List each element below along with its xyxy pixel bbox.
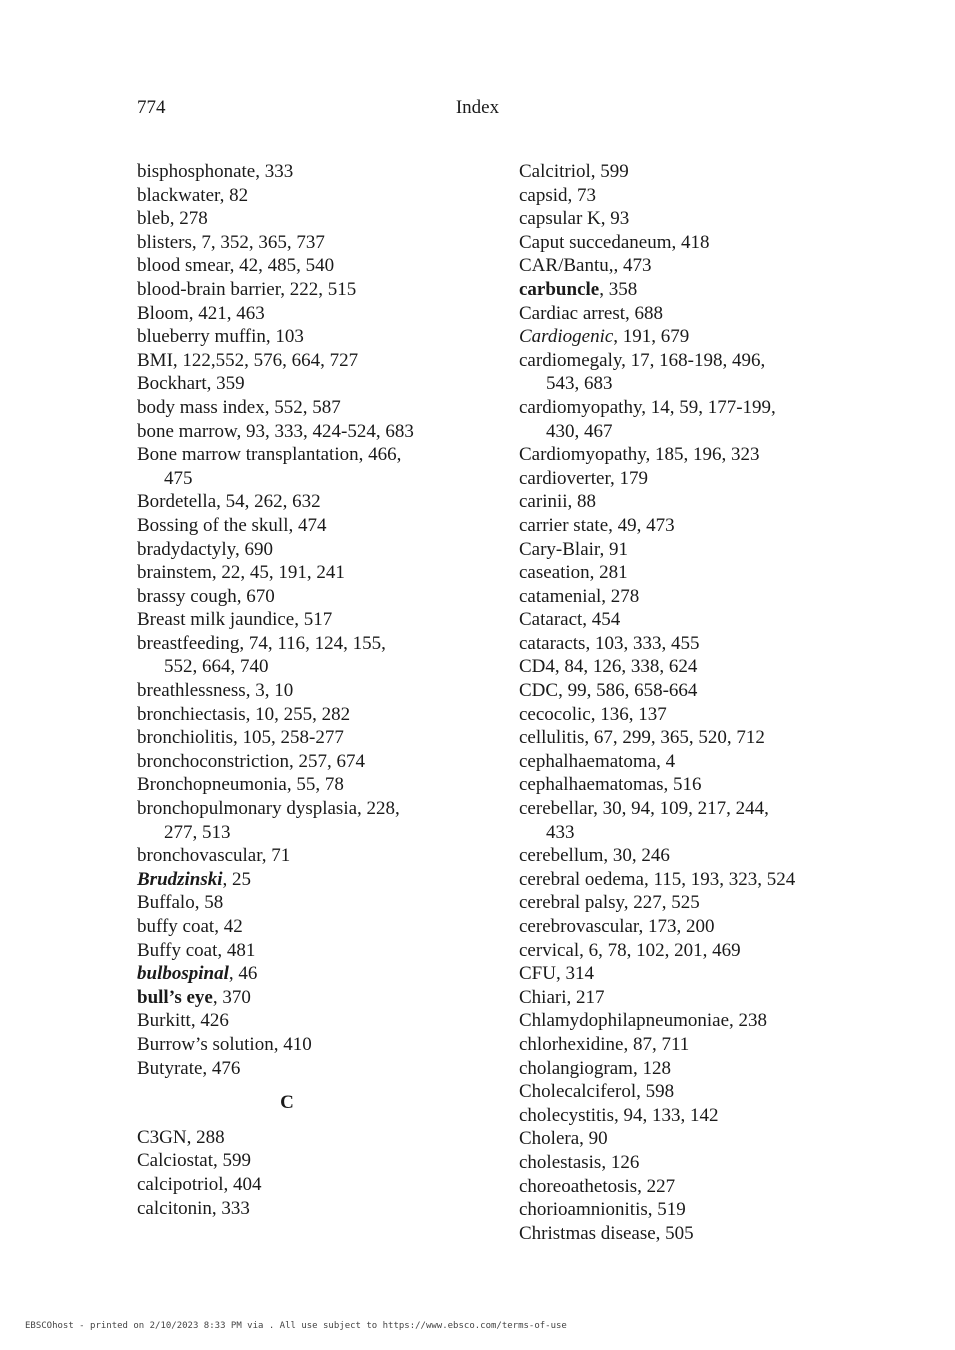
- index-entry: caseation, 281: [519, 562, 628, 584]
- index-entry: body mass index, 552, 587: [137, 396, 341, 418]
- index-entry: Cardiomyopathy, 185, 196, 323: [519, 444, 760, 466]
- index-entry: bone marrow, 93, 333, 424-524, 683: [137, 420, 414, 442]
- index-entry: CAR/Bantu,, 473: [519, 255, 652, 277]
- index-entry: cardiomegaly, 17, 168-198, 496, 543, 683: [519, 349, 766, 395]
- index-entries-c-continued: [519, 160, 919, 1245]
- index-entry: Chiari, 217: [519, 986, 605, 1008]
- index-entry: Bone marrow transplantation, 466, 475: [137, 444, 402, 489]
- index-entry: breastfeeding, 74, 116, 124, 155, 552, 664, 740: [137, 632, 386, 678]
- index-entry: cerebral oedema, 115, 193, 323, 524: [519, 868, 796, 890]
- index-entry: Bronchopneumonia, 55, 78: [137, 774, 344, 796]
- index-entry: cerebrovascular, 173, 200: [519, 916, 715, 937]
- index-term: Brudzinski: [137, 868, 223, 890]
- index-entry: cerebral palsy, 227, 525: [519, 892, 700, 914]
- index-entry: bisphosphonate, 333: [137, 161, 294, 182]
- index-entry: calcitonin, 333: [137, 1197, 250, 1219]
- index-entries-c: [137, 1126, 497, 1220]
- index-entry: cecocolic, 136, 137: [519, 703, 667, 725]
- index-entry: bradydactyly, 690: [137, 538, 273, 560]
- index-entry: cephalhaematomas, 516: [519, 774, 702, 796]
- index-column-left: [137, 160, 497, 1220]
- index-entry: cephalhaematoma, 4: [519, 750, 676, 772]
- index-entry: Cataract, 454: [519, 609, 621, 631]
- index-entry: Calciostat, 599: [137, 1150, 251, 1172]
- index-entry: bronchovascular, 71: [137, 845, 291, 867]
- index-entry: cerebellum, 30, 246: [519, 845, 670, 867]
- index-column-right: [519, 160, 919, 1245]
- index-entry: carbuncle, 358: [519, 278, 638, 300]
- index-entry: Christmas disease, 505: [519, 1222, 694, 1244]
- page-number: 774: [137, 97, 166, 118]
- index-entry: CFU, 314: [519, 963, 594, 985]
- index-entry: Buffy coat, 481: [137, 939, 256, 961]
- index-entry: cardioverter, 179: [519, 467, 649, 489]
- index-entry: chlorhexidine, 87, 711: [519, 1033, 690, 1055]
- index-entry: BMI, 122,552, 576, 664, 727: [137, 349, 359, 371]
- index-entry: Calcitriol, 599: [519, 161, 629, 182]
- index-entry: Butyrate, 476: [137, 1057, 241, 1079]
- index-entry: Cholera, 90: [519, 1128, 608, 1150]
- index-entry: Brudzinski, 25: [137, 868, 252, 890]
- index-entry: blackwater, 82: [137, 184, 249, 206]
- index-entry: carrier state, 49, 473: [519, 514, 675, 536]
- index-entry: catamenial, 278: [519, 585, 640, 607]
- index-entry: cholestasis, 126: [519, 1151, 640, 1173]
- index-entry: bronchoconstriction, 257, 674: [137, 750, 365, 772]
- index-entry: carinii, 88: [519, 491, 597, 513]
- index-entry: Cholecalciferol, 598: [519, 1081, 675, 1103]
- index-entry: Caput succedaneum, 418: [519, 231, 710, 253]
- index-entry: cholangiogram, 128: [519, 1057, 671, 1079]
- index-entry: cervical, 6, 78, 102, 201, 469: [519, 939, 741, 961]
- index-entry: Bockhart, 359: [137, 373, 245, 395]
- index-entry: blood smear, 42, 485, 540: [137, 255, 335, 277]
- index-entry: capsular K, 93: [519, 208, 630, 230]
- index-entry: cellulitis, 67, 299, 365, 520, 712: [519, 727, 765, 749]
- index-entry: brainstem, 22, 45, 191, 241: [137, 562, 345, 584]
- index-term: Cardiogenic: [519, 326, 614, 348]
- index-term: carbuncle: [519, 278, 600, 300]
- index-entry: breathlessness, 3, 10: [137, 680, 294, 702]
- index-entry: C3GN, 288: [137, 1126, 225, 1148]
- index-term: bull’s eye: [137, 986, 213, 1008]
- index-entry: bronchiolitis, 105, 258-277: [137, 727, 344, 749]
- index-entry: bronchopulmonary dysplasia, 228, 277, 513: [137, 798, 400, 843]
- index-entry: Burrow’s solution, 410: [137, 1033, 312, 1055]
- index-entry: blisters, 7, 352, 365, 737: [137, 231, 325, 253]
- section-letter: C: [280, 1092, 294, 1114]
- index-entry: Chlamydophilapneumoniae, 238: [519, 1010, 768, 1032]
- index-entry: Buffalo, 58: [137, 892, 224, 914]
- index-entry: Cardiogenic, 191, 679: [519, 326, 690, 348]
- footer-notice: EBSCOhost - printed on 2/10/2023 8:33 PM via . All use subject to https://www.ebsco.com/terms-of-use: [25, 1321, 567, 1331]
- index-entry: cardiomyopathy, 14, 59, 177-199, 430, 467: [519, 396, 776, 442]
- index-entry: Burkitt, 426: [137, 1010, 229, 1032]
- index-entry: cataracts, 103, 333, 455: [519, 632, 700, 654]
- running-head: Index: [455, 97, 500, 118]
- index-entry: chorioamnionitis, 519: [519, 1199, 686, 1221]
- index-term: bulbospinal: [137, 963, 229, 985]
- index-entry: brassy cough, 670: [137, 585, 275, 607]
- index-entry: bronchiectasis, 10, 255, 282: [137, 703, 351, 725]
- index-entry: bulbospinal, 46: [137, 963, 258, 985]
- index-entry: Bossing of the skull, 474: [137, 514, 327, 536]
- index-entry: Bloom, 421, 463: [137, 302, 265, 324]
- index-entry: bleb, 278: [137, 208, 208, 230]
- index-entry: buffy coat, 42: [137, 916, 243, 937]
- index-entry: calcipotriol, 404: [137, 1173, 262, 1195]
- index-entry: cholecystitis, 94, 133, 142: [519, 1104, 719, 1126]
- index-entry: CD4, 84, 126, 338, 624: [519, 656, 698, 678]
- index-entry: bull’s eye, 370: [137, 986, 251, 1008]
- index-entry: blueberry muffin, 103: [137, 326, 304, 348]
- index-entries-b: [137, 160, 497, 1080]
- index-entry: Breast milk jaundice, 517: [137, 609, 333, 631]
- index-entry: CDC, 99, 586, 658-664: [519, 680, 698, 702]
- index-entry: Bordetella, 54, 262, 632: [137, 491, 321, 513]
- index-entry: Cardiac arrest, 688: [519, 302, 664, 324]
- index-entry: cerebellar, 30, 94, 109, 217, 244, 433: [519, 798, 769, 843]
- index-entry: choreoathetosis, 227: [519, 1175, 676, 1197]
- index-entry: Cary-Blair, 91: [519, 538, 628, 560]
- index-entry: capsid, 73: [519, 184, 597, 206]
- index-entry: blood-brain barrier, 222, 515: [137, 278, 357, 300]
